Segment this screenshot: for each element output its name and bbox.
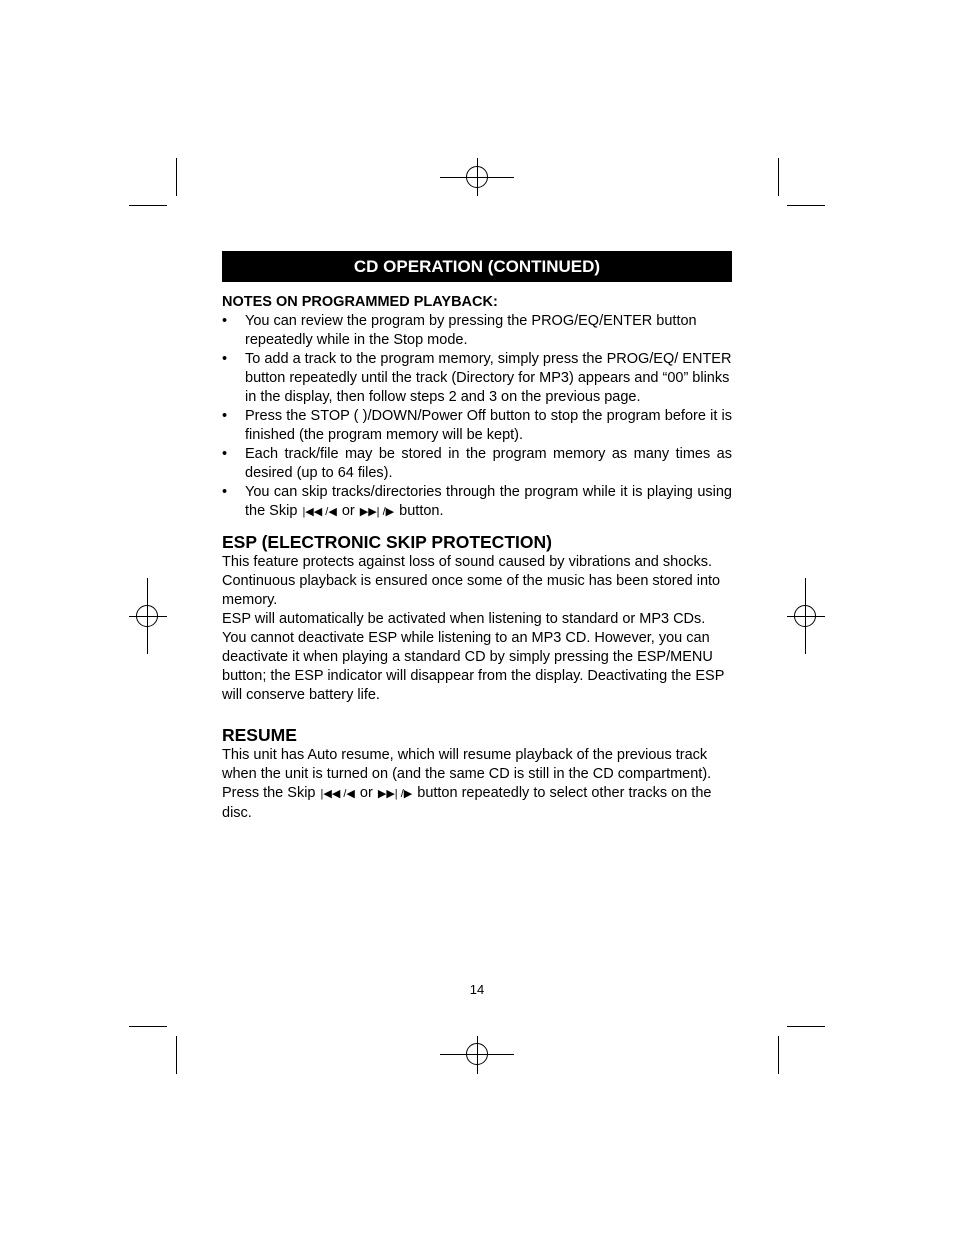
list-item: [222, 445, 732, 483]
registration-mark-top-circle-icon: [466, 166, 488, 188]
skip-next-icon: ▶▶| /▶: [377, 788, 413, 800]
resume-heading: RESUME: [222, 725, 297, 745]
crop-mark-bottom-left-horizontal: [129, 1026, 167, 1027]
bullet-icon: •: [222, 313, 228, 329]
notes-heading: NOTES ON PROGRAMMED PLAYBACK:: [222, 294, 498, 310]
list-item-text: You can review the program by pressing the PROG/EQ/ENTER button repeatedly while in the Stop mode.: [245, 313, 697, 348]
crop-mark-top-left-vertical: [176, 158, 177, 196]
registration-mark-bottom-circle-icon: [466, 1043, 488, 1065]
esp-heading: ESP (ELECTRONIC SKIP PROTECTION): [222, 532, 552, 552]
or-text: or: [359, 785, 373, 801]
crop-mark-bottom-right-vertical: [778, 1036, 779, 1074]
list-item: [222, 483, 732, 522]
crop-mark-top-left-horizontal: [129, 205, 167, 206]
esp-paragraph-1: This feature protects against loss of sound caused by vibrations and shocks. Continuous playback is ensured once some of the music has been stored into memory.: [222, 554, 721, 608]
skip-previous-icon: |◀◀ /◀: [320, 788, 355, 800]
resume-paragraph: [222, 746, 732, 823]
skip-previous-icon: |◀◀ /◀: [302, 506, 337, 518]
bullet-icon: •: [222, 446, 228, 462]
crop-mark-bottom-right-horizontal: [787, 1026, 825, 1027]
bullet-icon: •: [222, 484, 228, 500]
skip-next-icon: ▶▶| /▶: [359, 506, 395, 518]
resume-text: This unit has Auto resume, which will resume playback of the previous track when the unit is turned on (and the same CD is still in the CD compartment). Press the Skip: [222, 747, 712, 801]
list-item-text: Each track/file may be stored in the program memory as many times as desired (up to 64 files).: [245, 446, 732, 481]
bullet-icon: •: [222, 408, 228, 424]
list-item: [222, 312, 732, 350]
resume-text-end: button repeatedly to select other tracks on the disc.: [222, 785, 712, 821]
notes-list: [222, 312, 732, 522]
page-content: [222, 251, 732, 823]
list-item: [222, 350, 732, 407]
section-title-banner: CD OPERATION (CONTINUED): [222, 251, 732, 282]
page-number: 14: [469, 982, 485, 997]
list-item-text: You can skip tracks/directories through the program while it is playing using the Skip: [245, 484, 732, 519]
crop-mark-top-right-horizontal: [787, 205, 825, 206]
bullet-icon: •: [222, 351, 228, 367]
crop-mark-top-right-vertical: [778, 158, 779, 196]
list-item-text: Press the STOP ( )/DOWN/Power Off button to stop the program before it is finished (the program memory will be kept).: [245, 408, 732, 443]
registration-mark-right-circle-icon: [794, 605, 816, 627]
registration-mark-left-circle-icon: [136, 605, 158, 627]
crop-mark-bottom-left-vertical: [176, 1036, 177, 1074]
list-item-text-end: button.: [399, 503, 444, 519]
or-text: or: [341, 503, 355, 519]
esp-paragraph-2: ESP will automatically be activated when listening to standard or MP3 CDs. You cannot deactivate ESP while listening to an MP3 CD. However, you can deactivate it when playing a standard CD by simply pressing the ESP/MENU button; the ESP indicator will disappear from the display. Deactivating the ESP will conserve battery life.: [222, 611, 725, 703]
list-item: [222, 407, 732, 445]
list-item-text: To add a track to the program memory, simply press the PROG/EQ/ ENTER button repeatedly until the track (Directory for MP3) appears and “00” blinks in the display, then follow steps 2 and 3 on the previous page.: [245, 351, 732, 405]
